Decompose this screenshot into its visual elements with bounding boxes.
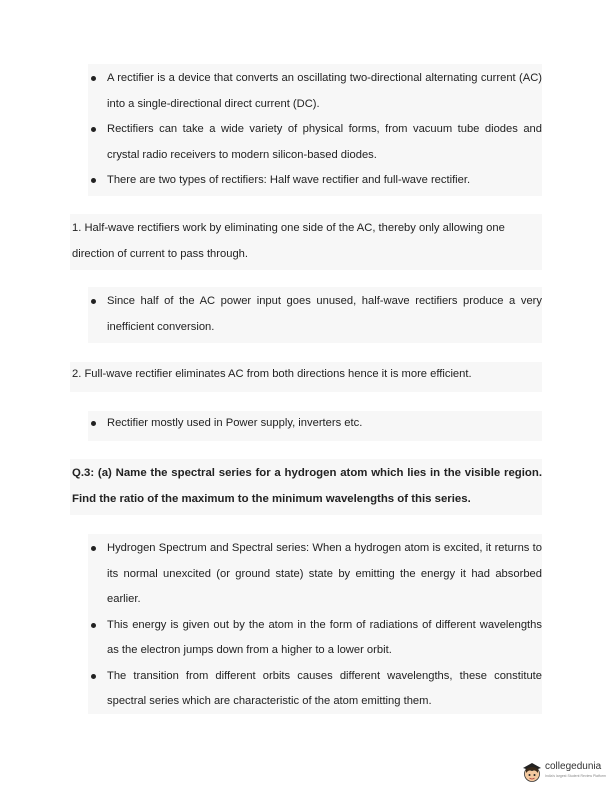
spectral-series-list bbox=[88, 534, 542, 714]
half-wave-paragraph bbox=[70, 214, 542, 270]
collegedunia-logo bbox=[521, 757, 612, 787]
list-item: A rectifier is a device that converts an oscillating two-directional alternating current (AC) into a single-directional direct current (DC). bbox=[88, 66, 542, 117]
half-wave-list bbox=[88, 287, 542, 343]
list-item: Rectifier mostly used in Power supply, inverters etc. bbox=[88, 411, 542, 437]
full-wave-text: 2. Full-wave rectifier eliminates AC from both directions hence it is more efficient. bbox=[72, 368, 472, 380]
mascot-icon bbox=[521, 759, 543, 785]
half-wave-text: 1. Half-wave rectifiers work by eliminating one side of the AC, thereby only allowing one direction of current to pass through. bbox=[72, 222, 505, 260]
logo-name: collegedunia bbox=[545, 761, 602, 772]
question-text: Q.3: (a) Name the spectral series for a hydrogen atom which lies in the visible region. Find the ratio of the maximum to the minimum wavelengths of this series. bbox=[72, 467, 542, 505]
list-item: Since half of the AC power input goes unused, half-wave rectifiers produce a very inefficient conversion. bbox=[88, 289, 542, 340]
question-heading bbox=[70, 459, 542, 515]
logo-tagline: India's largest Student Review Platform bbox=[545, 774, 606, 778]
rectifier-intro-list bbox=[88, 64, 542, 196]
list-item: The transition from different orbits causes different wavelengths, these constitute spectral series which are characteristic of the atom emitting them. bbox=[88, 664, 542, 715]
full-wave-paragraph bbox=[70, 362, 542, 392]
usage-list bbox=[88, 411, 542, 441]
list-item: Rectifiers can take a wide variety of physical forms, from vacuum tube diodes and crystal radio receivers to modern silicon-based diodes. bbox=[88, 117, 542, 168]
list-item: This energy is given out by the atom in the form of radiations of different wavelengths as the electron jumps down from a higher to a lower orbit. bbox=[88, 613, 542, 664]
list-item: There are two types of rectifiers: Half wave rectifier and full-wave rectifier. bbox=[88, 168, 542, 194]
list-item: Hydrogen Spectrum and Spectral series: When a hydrogen atom is excited, it returns to its normal unexcited (or ground state) state by emitting the energy it had absorbed earlier. bbox=[88, 536, 542, 613]
